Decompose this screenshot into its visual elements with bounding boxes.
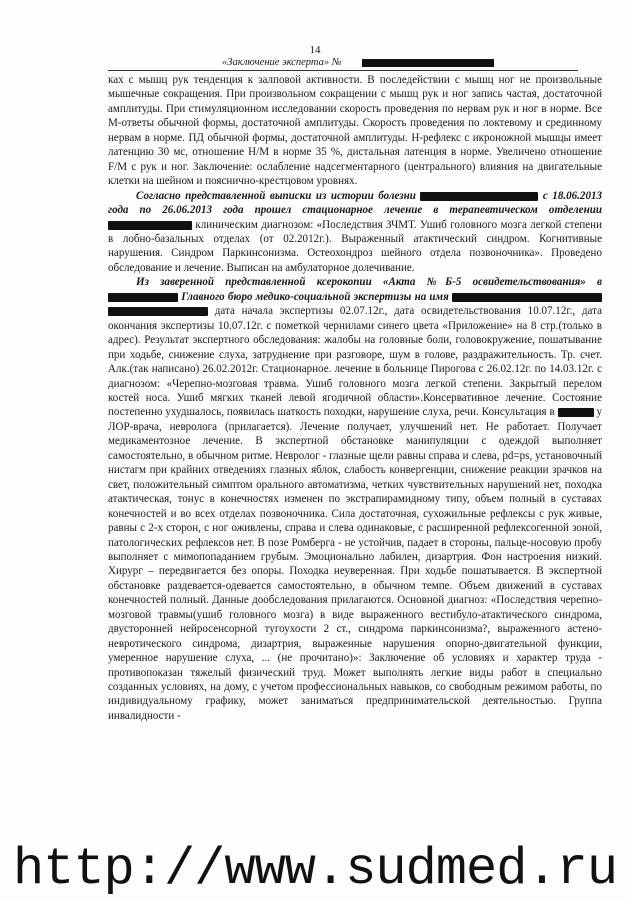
paragraph-discharge — [108, 189, 602, 276]
redaction-bar — [108, 307, 208, 316]
paragraph-lead: Главного бюро медико-социальной экспертизы — [181, 290, 412, 303]
paragraph-lead: Согласно представленной выписки из истории болезни — [136, 189, 416, 202]
paragraph-act — [108, 275, 602, 723]
redaction-bar — [362, 59, 494, 67]
document-title: «Заключение эксперта» № — [222, 57, 342, 68]
page-number: 14 — [309, 44, 321, 56]
header-rule — [108, 70, 578, 71]
redaction-bar — [452, 293, 602, 302]
paragraph-lead: на имя — [414, 290, 449, 303]
paragraph-lead: с 18.06.2013 года по 26.06.2013 года прошел стационарное лечение в терапевтическом отделении — [108, 189, 603, 217]
document-body — [108, 73, 602, 723]
paragraph-text: дата начала экспертизы 02.07.12г., дата освидетельствования 10.07.12г., дата окончания экспертизы 10.07.12г. с пометкой чернилами синего цвета «Приложение» на 8 стр.(только в адрес). Результат экспертного обследования: жалобы на головные боли, головокружение, пошатывание при ходьбе, снижение слуха, затруднение при разговоре, шум в голове, раздражительность. Тр. счет. Алк.(так написано) 26.02.2012г. Стационарное. лечение в больнице Пирогова с 26.02.12г. по 14.03.12г. с диагнозом: «Черепно-мозговая травма. Ушиб головного мозга легкой степени. Закрытый перелом костей носа. Ушиб мягких тканей левой ягодичной области».Консервативное лечение. Состояние постепенно ухудшалось, появилась шаткость походки, нарушение слуха, речи. Консультация в — [108, 305, 603, 419]
redaction-bar — [558, 408, 594, 417]
paragraph-emg: ках с мышц рук тенденция к залповой активности. В последействии с мышц ног не произвольные мышечные сокращения. При произвольном сокращении с мышц рук и ног запись частая, достаточной амплитуды. При стимуляционном исследовании скорость проведения по нервам рук и ног в норме. Все М-ответы обычной формы, достаточной амплитуды. Скорость проведения по локтевому и срединному нервам в норме. ПД обычной формы, достаточной амплитуды. Н-рефлекс с икроножной мышцы имеет латенцию 30 мс, отношение Н/М в норме 35 %, дистальная латенция в норме. Увеличено отношение F/M с рук и ног. Заключение: ослабление надсегментарного (центрального) влияния на двигательные клетки на шейном и пояснично-крестцовом уровнях. — [108, 74, 602, 188]
paragraph-text: у ЛОР-врача, невролога (прилагается). Лечение получает, улучшений нет. Не работает. Получает медикаментозное лечение. В экспертной обстановке манипуляции с одеждой выполняет самостоятельно, в обычном ритме. Невролог - глазные щели равны справа и слева, pd=ps, установочный нистагм при крайних отведениях глазных яблок, слабость конвергенции, снижение реакции зрачков на свет, положительный симптом орального автоматизма, четких чувствительных нарушений нет, походка атактическая, тонус в конечностях изменен по экстрапирамидному типу, объем полный в суставах конечностей и во всех отделах позвоночника. Сила достаточная, сухожильные рефлексы с рук живые, равны с 2-х сторон, с ног оживлены, справа и слева одинаковые, с расширенной рефлексогенной зоной, патологических рефлексов нет. В позе Ромберга - не устойчив, падает в стороны, пальце-носовую пробу выполняет с мимопопаданием грубым. Эмоционально лабилен, дизартрия. Фон настроения низкий. Хирург – передвигается без опоры. Походка неуверенная. При ходьбе пошатывается. В экспертной обстановке раздевается-одевается самостоятельно, в обычном темпе. Объем движений в суставах конечностей полный. Данные дообследования прилагаются. Основной диагноз: «Последствия черепно-мозговой травмы(ушиб головного мозга) в виде выраженного вестибуло-атактического синдрома, двусторонней нейросенсорной тугоухости 2 ст., синдрома паркинсонизма?, выраженного астено-невротического синдрома, дизартрия, выраженные нарушения опорно-двигательной функции, умеренное нарушение слуха, ... (не прочитано)»: Заключение об условиях и характер труда - противопоказан тяжелый физический труд. Может выполнять легкие виды работ в специально созданных условиях, на дому, с учетом профессиональных навыков, со свободным режимом работы, по индивидуальному графику, может заниматься предпринимательской деятельностью. Группа инвалидности - — [108, 406, 602, 722]
redaction-bar — [420, 192, 538, 201]
paragraph-lead: Из заверенной представленной ксерокопии «Акта №Б-5 освидетельствования» в — [136, 276, 602, 289]
redaction-bar — [108, 221, 192, 230]
paragraph-text: клиническим диагнозом: «Последствия ЗЧМТ. Ушиб головного мозга легкой степени в лобно-базальных отделах (от 02.2012г.). Выраженный атактический синдром. Когнитивные нарушения. Синдром Паркинсонизма. Остеохондроз шейного отдела позвоночника». Проведено обследование и лечение. Выписан на амбулаторное долечивание. — [108, 218, 602, 274]
watermark-url: http://www.sudmed.ru — [12, 840, 618, 899]
redaction-bar — [108, 293, 178, 302]
